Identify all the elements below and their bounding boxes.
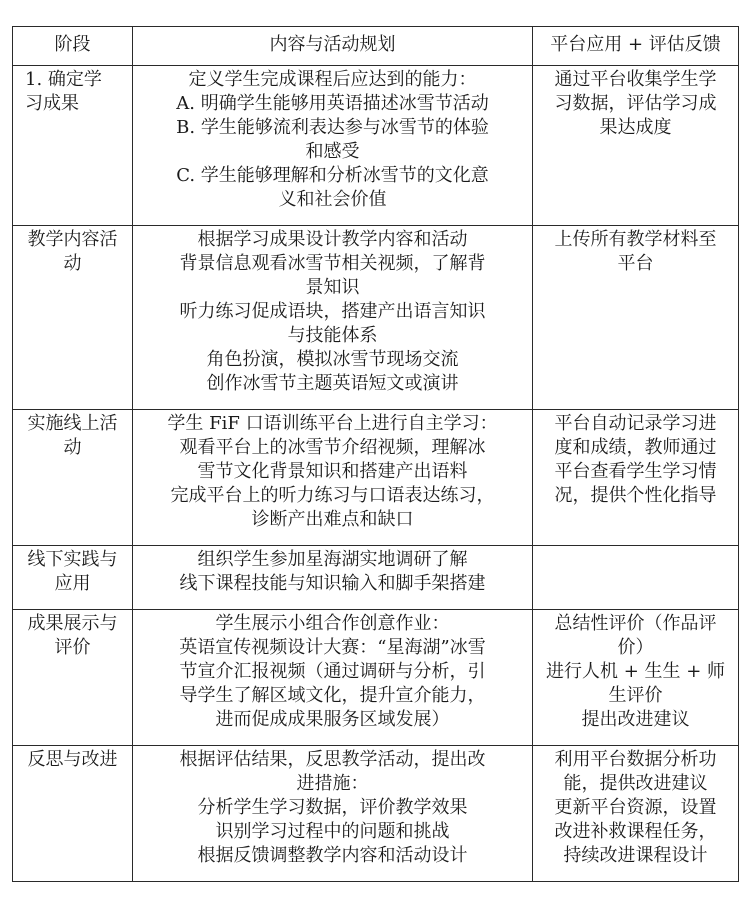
stage-line: 实施线上活 bbox=[27, 413, 118, 434]
content-line: 听力练习促成语块，搭建产出语言知识 bbox=[179, 301, 486, 322]
table-row bbox=[13, 66, 739, 226]
content-cell bbox=[133, 746, 533, 882]
content-cell bbox=[133, 546, 533, 610]
platform-cell bbox=[533, 610, 739, 746]
content-cell bbox=[133, 66, 533, 226]
platform-line: 上传所有教学材料至 bbox=[554, 229, 717, 250]
content-cell bbox=[133, 410, 533, 546]
platform-line: 进行人机 + 生生 + 师 bbox=[545, 661, 726, 682]
stage-line: 成果展示与 bbox=[27, 613, 118, 634]
stage-line: 应用 bbox=[54, 573, 91, 594]
stage-line: 动 bbox=[63, 253, 82, 274]
content-line: 根据反馈调整教学内容和活动设计 bbox=[197, 845, 468, 866]
content-line: 诊断产出难点和缺口 bbox=[251, 509, 414, 530]
content-line: 线下课程技能与知识输入和脚手架搭建 bbox=[179, 573, 486, 594]
platform-line: 价） bbox=[617, 637, 654, 658]
content-line: 识别学习过程中的问题和挑战 bbox=[215, 821, 450, 842]
content-line: 与技能体系 bbox=[287, 325, 378, 346]
platform-line: 能，提供改进建议 bbox=[563, 773, 708, 794]
stage-cell bbox=[13, 410, 133, 546]
platform-line: 通过平台收集学生学 bbox=[554, 69, 717, 90]
content-line: 和感受 bbox=[305, 141, 360, 162]
stage-line: 教学内容活 bbox=[27, 229, 118, 250]
content-line: 学生 FiF 口语训练平台上进行自主学习： bbox=[167, 413, 498, 434]
platform-line: 果达成度 bbox=[599, 117, 672, 138]
content-line: 观看平台上的冰雪节介绍视频，理解冰 bbox=[179, 437, 486, 458]
platform-cell bbox=[533, 226, 739, 410]
content-line: 雪节文化背景知识和搭建产出语料 bbox=[197, 461, 468, 482]
header-stage: 阶段 bbox=[13, 27, 133, 66]
platform-cell bbox=[533, 66, 739, 226]
content-line: 完成平台上的听力练习与口语表达练习， bbox=[170, 485, 495, 506]
content-line: 根据学习成果设计教学内容和活动 bbox=[197, 229, 468, 250]
content-line: 英语宣传视频设计大赛：“星海湖”冰雪 bbox=[179, 637, 486, 658]
platform-line: 持续改进课程设计 bbox=[563, 845, 708, 866]
content-line: A. 明确学生能够用英语描述冰雪节活动 bbox=[176, 93, 489, 114]
stage-line: 1. 确定学 bbox=[25, 69, 102, 90]
content-line: 分析学生学习数据，评价教学效果 bbox=[197, 797, 468, 818]
header-platform: 平台应用 + 评估反馈 bbox=[533, 27, 739, 66]
table-row bbox=[13, 226, 739, 410]
content-line: 根据评估结果，反思教学活动，提出改 bbox=[179, 749, 486, 770]
stage-line: 动 bbox=[63, 437, 82, 458]
platform-line: 生评价 bbox=[608, 685, 663, 706]
table-header-row bbox=[13, 27, 739, 66]
stage-cell bbox=[13, 546, 133, 610]
platform-line: 改进补救课程任务， bbox=[554, 821, 717, 842]
platform-line: 利用平台数据分析功 bbox=[554, 749, 717, 770]
stage-cell bbox=[13, 746, 133, 882]
content-line: 义和社会价值 bbox=[278, 189, 387, 210]
platform-line: 度和成绩，教师通过 bbox=[554, 437, 717, 458]
table-body bbox=[13, 66, 739, 882]
table-row bbox=[13, 610, 739, 746]
platform-line: 平台自动记录学习进 bbox=[554, 413, 717, 434]
platform-line: 总结性评价（作品评 bbox=[554, 613, 717, 634]
content-line: 组织学生参加星海湖实地调研了解 bbox=[197, 549, 468, 570]
platform-cell bbox=[533, 546, 739, 610]
header-content: 内容与活动规划 bbox=[133, 27, 533, 66]
platform-cell bbox=[533, 746, 739, 882]
content-cell bbox=[133, 610, 533, 746]
stage-line: 反思与改进 bbox=[27, 749, 118, 770]
platform-line: 更新平台资源，设置 bbox=[554, 797, 717, 818]
content-line: 背景信息观看冰雪节相关视频，了解背 bbox=[179, 253, 486, 274]
content-line: 创作冰雪节主题英语短文或演讲 bbox=[206, 373, 459, 394]
table-row bbox=[13, 546, 739, 610]
stage-line: 习成果 bbox=[25, 93, 79, 114]
content-cell bbox=[133, 226, 533, 410]
platform-line: 提出改进建议 bbox=[581, 709, 690, 730]
content-line: 景知识 bbox=[305, 277, 360, 298]
content-line: 导学生了解区域文化，提升宣介能力， bbox=[179, 685, 486, 706]
stage-cell bbox=[13, 66, 133, 226]
stage-line: 线下实践与 bbox=[27, 549, 118, 570]
stage-cell bbox=[13, 226, 133, 410]
content-line: 定义学生完成课程后应达到的能力： bbox=[188, 69, 477, 90]
content-line: 进措施： bbox=[296, 773, 369, 794]
content-line: C. 学生能够理解和分析冰雪节的文化意 bbox=[176, 165, 489, 186]
content-line: 角色扮演，模拟冰雪节现场交流 bbox=[206, 349, 459, 370]
platform-cell bbox=[533, 410, 739, 546]
stage-cell bbox=[13, 610, 133, 746]
content-line: B. 学生能够流利表达参与冰雪节的体验 bbox=[176, 117, 489, 138]
stage-line: 评价 bbox=[54, 637, 91, 658]
platform-line: 平台查看学生学习情 bbox=[554, 461, 717, 482]
course-plan-table bbox=[12, 26, 739, 882]
platform-line: 习数据，评估学习成 bbox=[554, 93, 717, 114]
content-line: 节宣介汇报视频（通过调研与分析，引 bbox=[179, 661, 486, 682]
content-line: 进而促成成果服务区域发展） bbox=[215, 709, 450, 730]
table-row bbox=[13, 410, 739, 546]
table-row bbox=[13, 746, 739, 882]
platform-line: 况，提供个性化指导 bbox=[554, 485, 717, 506]
platform-line: 平台 bbox=[617, 253, 654, 274]
content-line: 学生展示小组合作创意作业： bbox=[215, 613, 450, 634]
